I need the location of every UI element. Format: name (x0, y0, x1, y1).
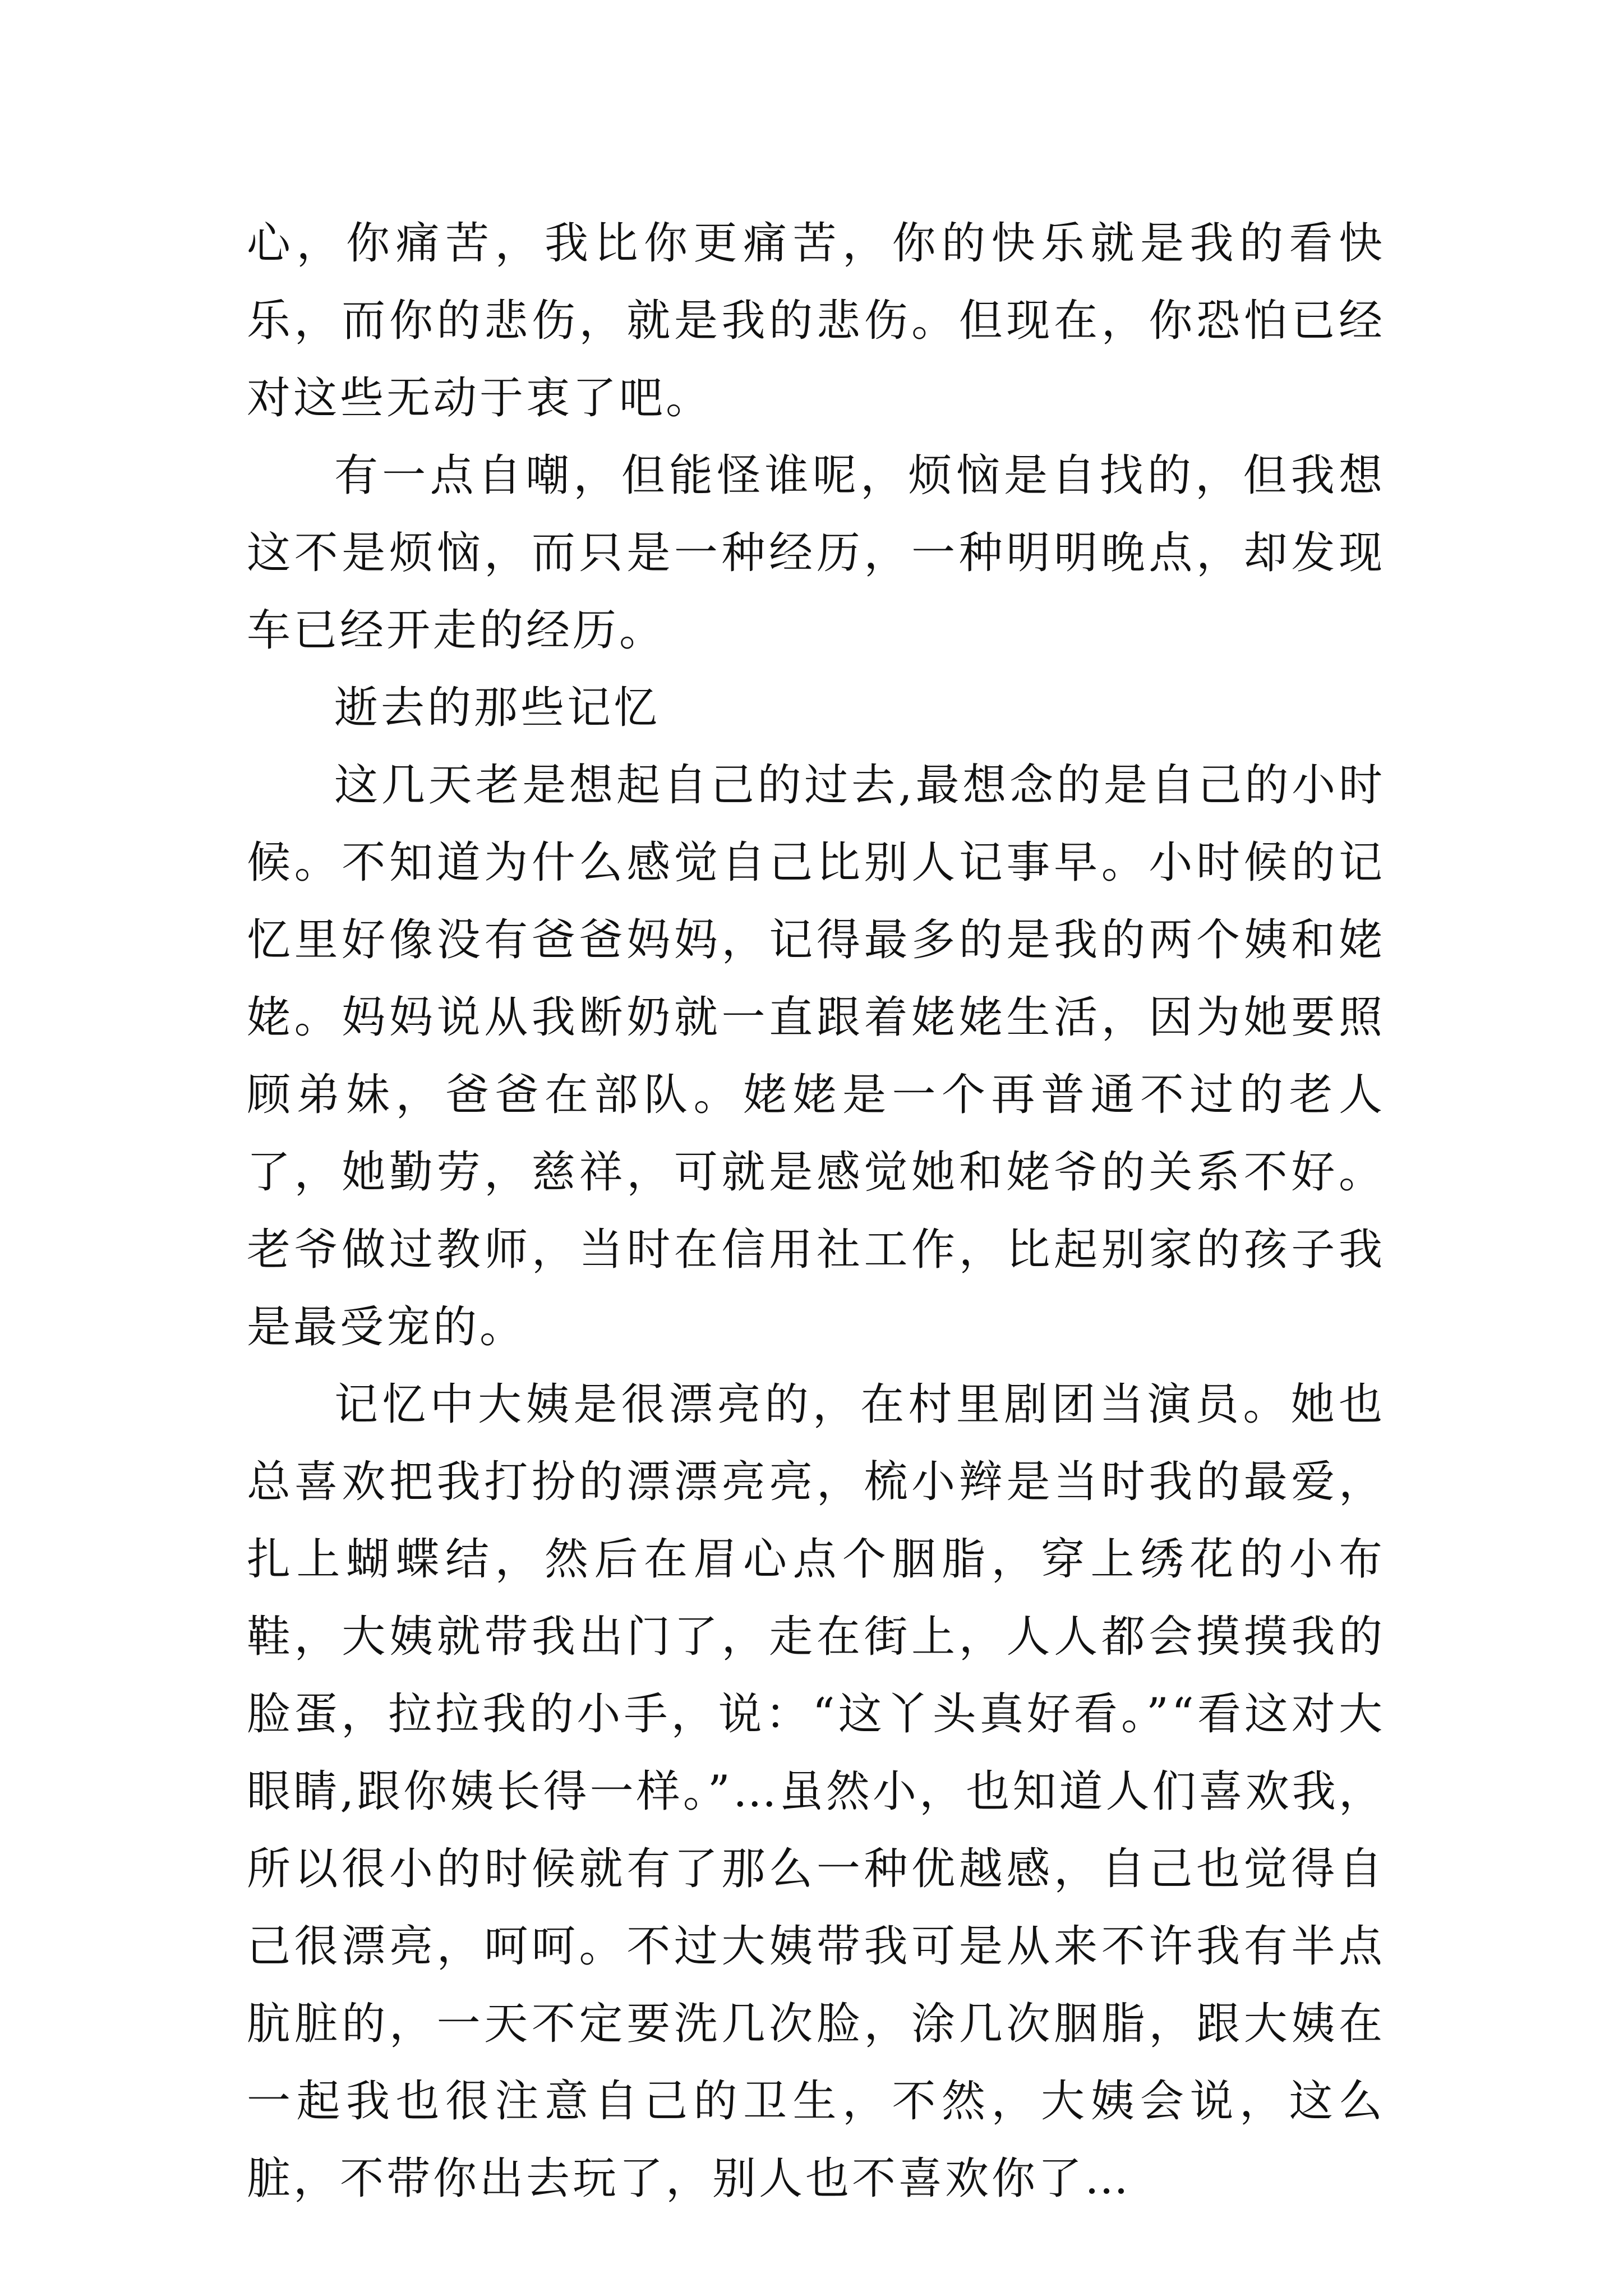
paragraph-childhood: 这几天老是想起自己的过去,最想念的是自己的小时候。不知道为什么感觉自己比别人记事早。小时候的记忆里好像没有爸爸妈妈，记得最多的是我的两个姨和姥姥。妈妈说从我断奶就一直跟着姥姥生活，因为她要照顾弟妹，爸爸在部队。姥姥是一个再普通不过的老人了，她勤劳，慈祥，可就是感觉她和姥爷的关系不好。老爷做过教师，当时在信用社工作，比起别家的孩子我是最受宠的。 (247, 760, 1385, 1352)
section-heading: 逝去的那些记忆 (334, 683, 661, 733)
paragraph-continued: 心，你痛苦，我比你更痛苦，你的快乐就是我的看快乐，而你的悲伤，就是我的悲伤。但现在，你恐怕已经对这些无动于衷了吧。 (247, 218, 1385, 424)
document-body (247, 205, 1385, 2217)
paragraph-aunt-memory: 记忆中大姨是很漂亮的，在村里剧团当演员。她也总喜欢把我打扮的漂漂亮亮，梳小辫是当时我的最爱，扎上蝴蝶结，然后在眉心点个胭脂，穿上绣花的小布鞋，大姨就带我出门了，走在街上，人人都会摸摸我的脸蛋，拉拉我的小手，说：“这丫头真好看。”“看这对大眼睛,跟你姨长得一样。”…虽然小，也知道人们喜欢我，所以很小的时候就有了那么一种优越感，自己也觉得自己很漂亮，呵呵。不过大姨带我可是从来不许我有半点肮脏的，一天不定要洗几次脸，涂几次胭脂，跟大姨在一起我也很注意自己的卫生，不然，大姨会说，这么脏，不带你出去玩了，别人也不喜欢你了… (247, 1379, 1385, 2204)
paragraph-self-mockery: 有一点自嘲，但能怪谁呢，烦恼是自找的，但我想这不是烦恼，而只是一种经历，一种明明晚点，却发现车已经开走的经历。 (247, 450, 1385, 656)
